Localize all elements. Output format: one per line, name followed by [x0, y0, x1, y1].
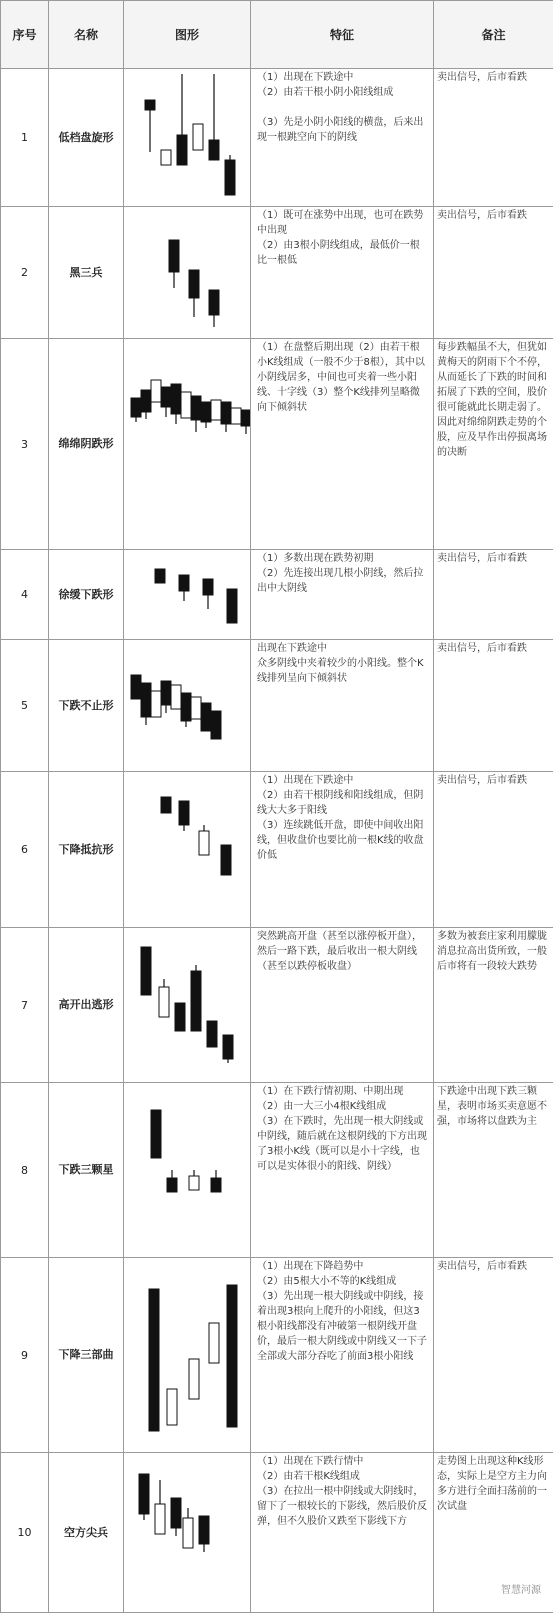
yin-candle-1	[139, 1474, 149, 1514]
feature-line: （1）出现在下跌途中	[257, 70, 429, 85]
note-line: 卖出信号，后市看跌	[437, 773, 550, 788]
table-row	[1, 339, 553, 550]
yin-candle-1	[149, 1289, 159, 1431]
row-number: 1	[1, 69, 49, 207]
pattern-figure	[124, 339, 251, 550]
candlestick-figure	[124, 1261, 251, 1450]
yang-candle-3	[189, 1176, 199, 1190]
yang-candle-11	[231, 408, 241, 424]
feature-line: （2）由若干根阴线和阳线组成，但阴线大大多于阳线	[257, 788, 429, 818]
feature-line: 突然跳高开盘（甚至以涨停板开盘），然后一路下跌，最后收出一根大阴线（甚至以跌停板收盘）	[257, 929, 429, 974]
yin-candle-8	[201, 703, 211, 731]
yang-candle-4	[193, 124, 203, 150]
yang-candle-3	[151, 691, 161, 717]
candlestick-figure	[124, 1086, 251, 1255]
pattern-features	[251, 1258, 434, 1453]
pattern-figure	[124, 1083, 251, 1258]
row-number: 2	[1, 207, 49, 339]
yin-candle-5	[209, 140, 219, 160]
pattern-features	[251, 1083, 434, 1258]
yin-candle-5	[227, 1285, 237, 1427]
header-features: 特征	[251, 1, 434, 69]
candlestick-figure	[124, 210, 251, 336]
note-line: 下跌途中出现下跌三颗星，表明市场买卖意愿不强，市场将以盘跌为主	[437, 1084, 550, 1129]
feature-line: （3）连续跳低开盘，即使中间收出阳线，但收盘价也要比前一根K线的收盘价低	[257, 818, 429, 863]
feature-line: （2）由一大三小4根K线组成	[257, 1099, 429, 1114]
pattern-note	[434, 550, 553, 640]
pattern-note	[434, 1083, 553, 1258]
row-number: 6	[1, 772, 49, 928]
header-name: 名称	[49, 1, 124, 69]
table-row	[1, 1258, 553, 1453]
feature-line: （1）出现在下跌行情中	[257, 1454, 429, 1469]
candlestick-figure	[124, 553, 251, 637]
candlestick-figure	[124, 643, 251, 769]
pattern-note	[434, 772, 553, 928]
yin-candle-2	[189, 270, 199, 298]
yin-candle-5	[171, 384, 181, 414]
pattern-features	[251, 207, 434, 339]
yin-candle-6	[223, 1035, 233, 1059]
yin-candle-3	[171, 1498, 181, 1528]
yin-candle-1	[161, 797, 171, 813]
pattern-name: 高开出逃形	[49, 928, 124, 1083]
feature-line: （1）出现在下降趋势中	[257, 1259, 429, 1274]
pattern-features	[251, 1453, 434, 1613]
pattern-note	[434, 207, 553, 339]
note-line: 卖出信号，后市看跌	[437, 641, 550, 656]
pattern-name: 下降三部曲	[49, 1258, 124, 1453]
yang-candle-2	[159, 987, 169, 1017]
watermark: 智慧河源	[501, 1581, 541, 1596]
yin-candle-1	[145, 100, 155, 110]
feature-line: （2）由5根大小不等的K线组成	[257, 1274, 429, 1289]
pattern-figure	[124, 772, 251, 928]
pattern-name: 绵绵阴跌形	[49, 339, 124, 550]
pattern-features	[251, 339, 434, 550]
yang-candle-9	[211, 400, 221, 420]
feature-line: （2）由3根小阴线组成，最低价一根比一根低	[257, 238, 429, 268]
pattern-figure	[124, 207, 251, 339]
pattern-name: 下降抵抗形	[49, 772, 124, 928]
pattern-figure	[124, 1258, 251, 1453]
pattern-figure	[124, 1453, 251, 1613]
yang-candle-4	[209, 1323, 219, 1363]
pattern-note	[434, 928, 553, 1083]
pattern-figure	[124, 69, 251, 207]
table-row	[1, 550, 553, 640]
candlestick-figure	[124, 775, 251, 925]
pattern-figure	[124, 928, 251, 1083]
pattern-name: 徐缓下跌形	[49, 550, 124, 640]
yang-candle-4	[183, 1518, 193, 1548]
yin-candle-4	[161, 387, 171, 407]
pattern-name: 低档盘旋形	[49, 69, 124, 207]
table-row	[1, 1453, 553, 1613]
yin-candle-3	[175, 1003, 185, 1031]
yin-candle-1	[151, 1110, 161, 1158]
yang-candle-2	[155, 1504, 165, 1534]
note-line: 卖出信号，后市看跌	[437, 551, 550, 566]
feature-line: 众多阴线中夹着较少的小阳线。整个K线排列呈向下倾斜状	[257, 656, 429, 686]
row-number: 4	[1, 550, 49, 640]
candlestick-figure	[124, 342, 251, 547]
row-number: 10	[1, 1453, 49, 1613]
yin-candle-3	[209, 290, 219, 315]
table-row	[1, 69, 553, 207]
yang-candle-2	[161, 150, 171, 165]
yin-candle-2	[179, 801, 189, 825]
row-number: 7	[1, 928, 49, 1083]
table-row	[1, 207, 553, 339]
note-line: 每步跌幅虽不大，但犹如黄梅天的阴雨下个不停，从而延长了下跌的时间和拓展了下跌的空间，股价很可能就此长期走弱了。因此对绵绵阴跌走势的个股，应及早作出停损离场的决断	[437, 340, 550, 460]
header-note: 备注	[434, 1, 553, 69]
yin-candle-2	[141, 683, 151, 717]
yang-candle-3	[199, 831, 209, 855]
yin-candle-1	[155, 569, 165, 583]
pattern-name: 下跌不止形	[49, 640, 124, 772]
feature-line: （1）在盘整后期出现（2）由若干根小K线组成（一般不少于8根），其中以小阴线居多，中间也可夹着一些小阳线、十字线（3）整个K线排列呈略微向下倾斜状	[257, 340, 429, 415]
yin-candle-2	[167, 1178, 177, 1192]
feature-line: （2）由若干根小阴小阳线组成	[257, 85, 429, 100]
yin-candle-4	[227, 589, 237, 623]
yang-candle-2	[167, 1389, 177, 1425]
pattern-features	[251, 772, 434, 928]
yang-candle-3	[189, 1359, 199, 1399]
yin-candle-2	[141, 390, 151, 412]
pattern-features	[251, 928, 434, 1083]
pattern-note	[434, 69, 553, 207]
pattern-note	[434, 640, 553, 772]
note-line: 多数为被套庄家利用朦胧消息拉高出货所致，一般后市将有一段较大跌势	[437, 929, 550, 974]
pattern-features	[251, 69, 434, 207]
feature-line: （1）多数出现在跌势初期	[257, 551, 429, 566]
feature-line: （3）在拉出一根中阴线或大阴线时，留下了一根较长的下影线，然后股价反弹，但不久股价又跌至下影线下方	[257, 1484, 429, 1529]
row-number: 8	[1, 1083, 49, 1258]
feature-line	[257, 100, 429, 115]
yin-candle-10	[221, 402, 231, 424]
table-row	[1, 772, 553, 928]
yin-candle-12	[241, 410, 251, 426]
yin-candle-1	[131, 675, 141, 699]
feature-line: （3）先是小阴小阳线的横盘，后来出现一根跳空向下的阴线	[257, 115, 429, 145]
yin-candle-9	[211, 711, 221, 739]
yin-candle-5	[199, 1516, 209, 1544]
yin-candle-4	[161, 681, 171, 705]
yang-candle-6	[181, 392, 191, 418]
feature-line: （3）先出现一根大阴线或中阴线，接着出现3根向上爬升的小阳线，但这3根小阳线都没有冲破第一根阴线开盘价，最后一根大阴线或中阴线又一下子全部或大部分吞吃了前面3根小阳线	[257, 1289, 429, 1364]
yin-candle-5	[207, 1021, 217, 1047]
candlestick-figure	[124, 931, 251, 1080]
pattern-figure	[124, 550, 251, 640]
feature-line: （3）在下跌时，先出现一根大阴线或中阴线，随后就在这根阴线的下方出现了3根小K线（既可以是小十字线，也可以是实体很小的阳线、阴线）	[257, 1114, 429, 1174]
yin-candle-2	[179, 575, 189, 591]
yin-candle-6	[225, 160, 235, 195]
pattern-name: 空方尖兵	[49, 1453, 124, 1613]
yin-candle-4	[191, 971, 201, 1031]
feature-line: （1）出现在下跌途中	[257, 773, 429, 788]
note-line: 卖出信号，后市看跌	[437, 1259, 550, 1274]
yang-candle-5	[171, 685, 181, 709]
yin-candle-1	[131, 398, 141, 417]
yin-candle-1	[169, 240, 179, 272]
table-row	[1, 1083, 553, 1258]
yin-candle-3	[177, 135, 187, 165]
note-line: 卖出信号，后市看跌	[437, 208, 550, 223]
pattern-note	[434, 339, 553, 550]
yin-candle-7	[191, 396, 201, 420]
row-number: 5	[1, 640, 49, 772]
table-row	[1, 640, 553, 772]
yin-candle-1	[141, 947, 151, 995]
feature-line: （2）由若干根K线组成	[257, 1469, 429, 1484]
note-line: 走势图上出现这种K线形态，实际上是空方主力向多方进行全面扫荡前的一次试盘	[437, 1454, 550, 1514]
yang-candle-7	[191, 697, 201, 719]
header-row	[1, 1, 553, 69]
table-row	[1, 928, 553, 1083]
yang-candle-3	[151, 380, 161, 402]
yin-candle-3	[203, 579, 213, 595]
yin-candle-4	[211, 1178, 221, 1192]
yin-candle-6	[181, 693, 191, 721]
feature-line: （2）先连接出现几根小阴线，然后拉出中大阴线	[257, 566, 429, 596]
pattern-features	[251, 550, 434, 640]
row-number: 3	[1, 339, 49, 550]
yin-candle-4	[221, 845, 231, 875]
header-num: 序号	[1, 1, 49, 69]
row-number: 9	[1, 1258, 49, 1453]
feature-line: 出现在下跌途中	[257, 641, 429, 656]
candlestick-figure	[124, 1456, 251, 1610]
pattern-features	[251, 640, 434, 772]
feature-line: （1）既可在涨势中出现，也可在跌势中出现	[257, 208, 429, 238]
pattern-figure	[124, 640, 251, 772]
yin-candle-8	[201, 402, 211, 422]
note-line: 卖出信号，后市看跌	[437, 70, 550, 85]
header-figure: 图形	[124, 1, 251, 69]
pattern-note	[434, 1258, 553, 1453]
pattern-name: 下跌三颗星	[49, 1083, 124, 1258]
candlestick-figure	[124, 72, 251, 204]
feature-line: （1）在下跌行情初期、中期出现	[257, 1084, 429, 1099]
pattern-name: 黑三兵	[49, 207, 124, 339]
